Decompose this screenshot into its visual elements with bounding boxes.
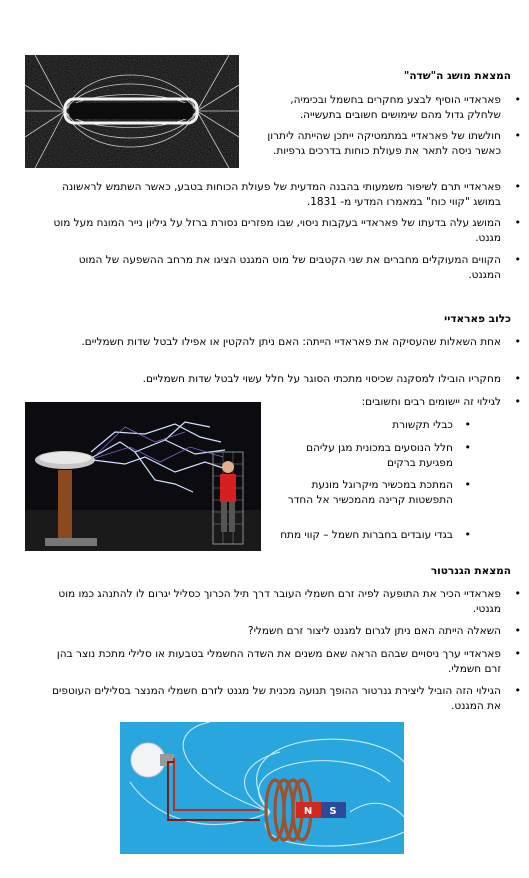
iron-filings-field-lines <box>25 55 239 168</box>
field-bullet-1: • פאראדיי הוסיף לבצע מחקרים בחשמל ובכימיה, שלחלק גדול מהם שימושים חשובים בתעשייה. <box>263 93 501 122</box>
faraday-cage-photo <box>25 402 261 551</box>
cage-bullet-1: • אחת השאלות שהעסיקה את פאראדיי הייתה: האם ניתן להקטין או אפילו לבטל שדות חשמליים. <box>51 335 501 350</box>
cage-sub-bullet-2: • חלל הנוסעים במכונית מגן עליהם מפגיעת ברקים <box>278 441 453 470</box>
generator-illustration <box>120 722 404 854</box>
generator-bullet-2: • השאלה הייתה האם ניתן לגרום למגנט ליצור זרם חשמלי? <box>51 624 501 639</box>
section-title-cage: כלוב פאראדיי <box>444 313 511 325</box>
field-bullet-4: • המושג עלה בדעתו של פאראדיי בעקבות ניסוי, שבו מפזרים נסורת ברזל על גיליון נייר המונח מעל מוט מגנט. <box>51 216 501 245</box>
generator-bullet-1: • פאראדיי הכיר את התופעה לפיה זרם חשמלי העובר דרך תיל הכרוך כסליל יגרום לו להתנהג כמו מוט מגנטי. <box>51 587 501 616</box>
generator-diagram <box>120 722 404 854</box>
section-title-field: המצאת מושג ה"שדה" <box>403 70 511 82</box>
generator-bullet-4: • הגילוי הזה הוביל ליצירת גנרטור ההופך תנועה מכנית של מגנט לזרם חשמלי המנצר בסלילים העוטפים את המגנט. <box>51 684 501 713</box>
cage-sub-bullet-3: • המתכת במכשיר מיקרוגל מונעת התפשטות קרינה מהמכשיר אל החדר <box>278 478 453 507</box>
field-bullet-2: • חולשתו של פאראדיי במתמטיקה ייתכן שהייתה ליתרון כאשר ניסה לתאר את פעולת כוחות בדרכים גרפיות. <box>263 129 501 158</box>
magnet-north-label: N <box>303 806 313 817</box>
tesla-coil-scene <box>25 402 261 551</box>
field-bullet-5: • הקווים המעוקלים מחברים את שני הקטבים של מוט המגנט הציגו את מרחב ההשפעה של המוט המגנט. <box>51 253 501 282</box>
cage-sub-bullet-1: • כבלי תקשורת <box>273 418 453 433</box>
cage-sub-bullet-4: • בגדי עובדים בחברות חשמל – קווי מתח <box>278 528 453 543</box>
cage-bullet-3: • לגילוי זה יישומים רבים וחשובים: <box>271 395 501 410</box>
cage-bullet-2: • מחקריו הובילו למסקנה שכיסוי מתכתי הסוגר על חלל עשוי לבטל שדות חשמליים. <box>51 372 501 387</box>
section-title-generator: המצאת הגנרטור <box>430 565 511 577</box>
iron-filings-image <box>25 55 239 168</box>
field-bullet-3: • פאראדיי תרם לשיפור משמעותי בהבנה המדעית של פעולת הכוחות בטבע, כאשר השתמש לראשונה במושג "קווי כוח" במאמרו המדעי מ- 1831. <box>51 180 501 209</box>
generator-bullet-3: • פאראדיי ערך ניסויים שבהם הראה שאם משנים את השדה החשמלי בטבעות או סלילי מתכת נוצר בהן זרם חשמלי. <box>51 647 501 676</box>
magnet-south-label: S <box>329 806 337 817</box>
